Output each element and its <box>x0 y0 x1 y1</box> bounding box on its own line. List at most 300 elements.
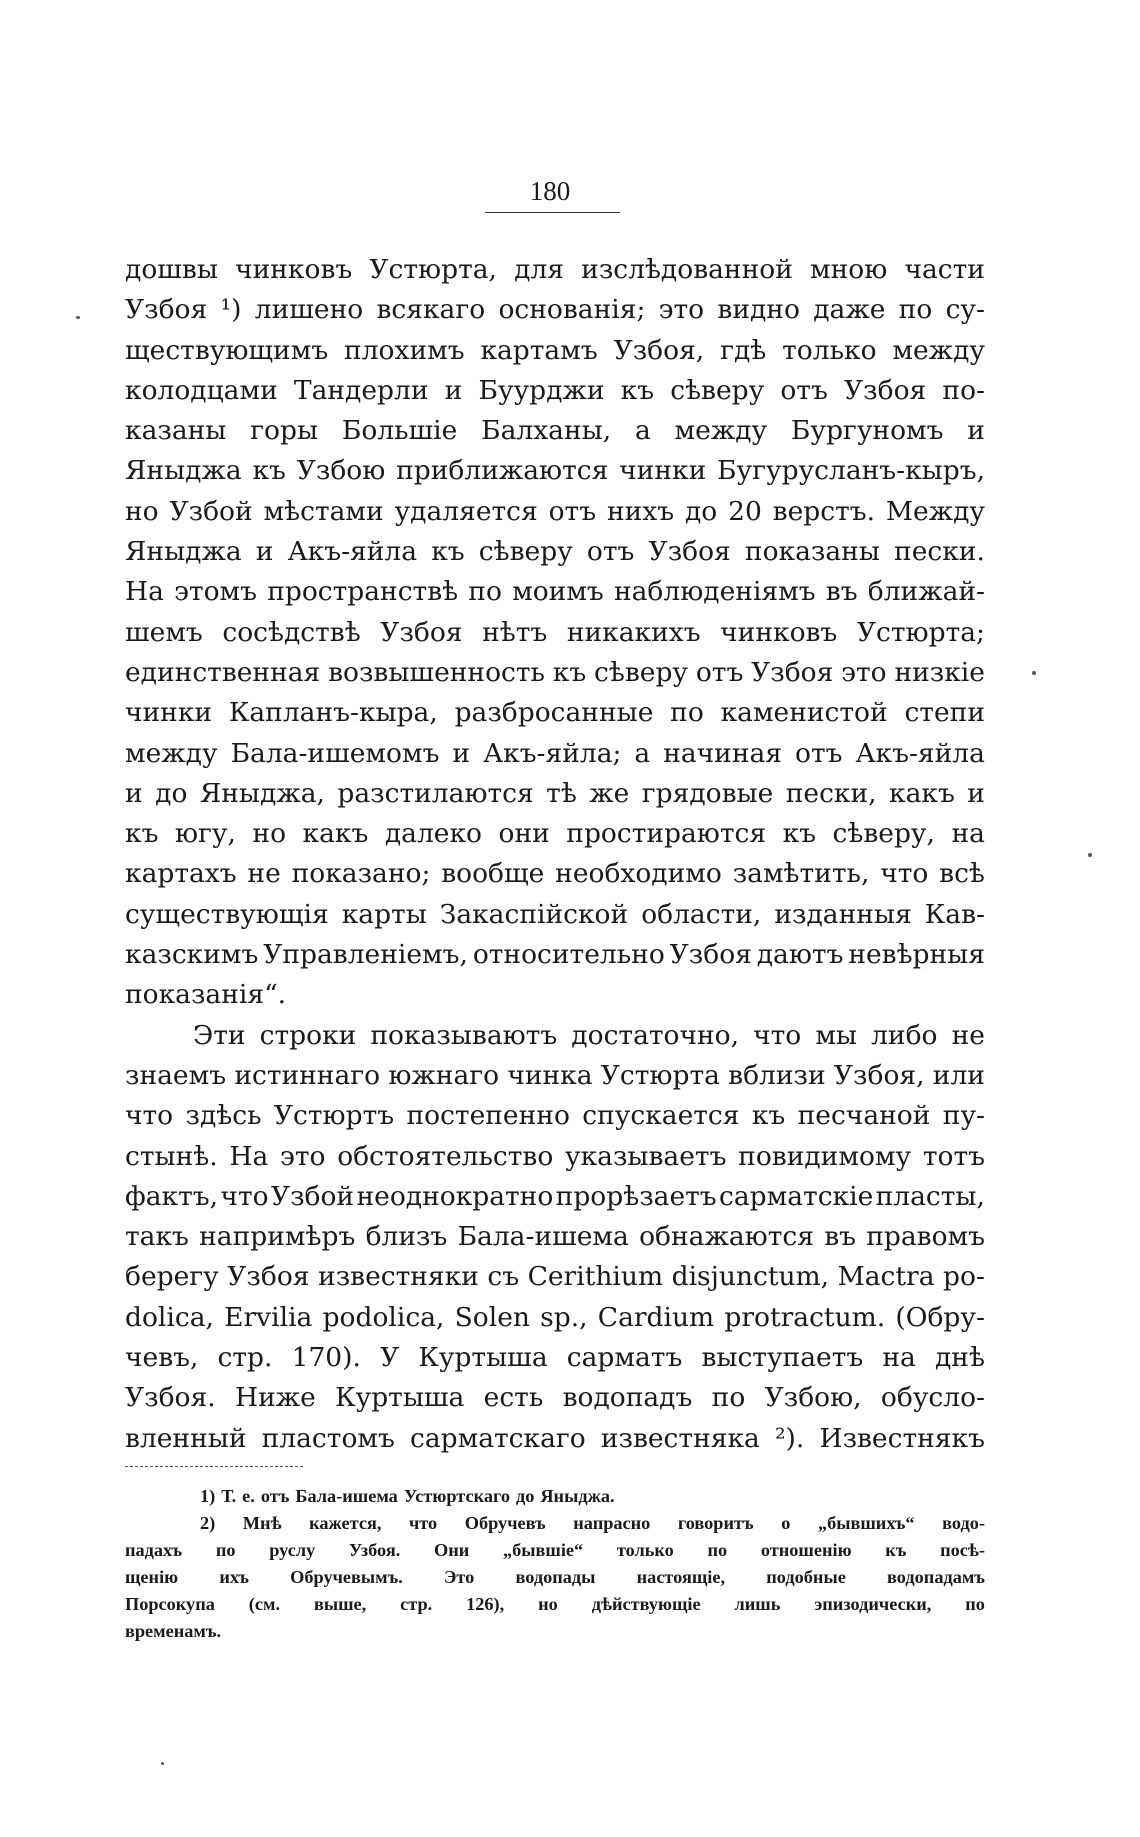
word: обстоятельство <box>337 1140 554 1172</box>
word: Акъ-яйла <box>855 737 985 769</box>
word: чевъ, <box>125 1342 199 1374</box>
word: Ervilia <box>224 1301 313 1333</box>
word: и <box>125 777 143 809</box>
word: по <box>215 1540 236 1560</box>
word: Это <box>444 1567 475 1587</box>
word: и <box>255 536 274 568</box>
word: эпизодически, <box>814 1594 932 1614</box>
word: водопадамъ <box>887 1567 985 1587</box>
word: Управленіемъ, <box>263 939 468 971</box>
scan-speck <box>1032 671 1036 675</box>
word: ществующимъ <box>125 334 329 366</box>
word: какъ <box>889 777 955 809</box>
word: Большіе <box>341 415 458 447</box>
word: говоритъ <box>677 1513 754 1533</box>
word: простираются <box>566 818 767 850</box>
word: Они <box>433 1540 470 1560</box>
word: по <box>468 576 502 608</box>
word: но <box>538 1594 558 1614</box>
word: наблюденіямъ <box>613 576 816 608</box>
word: 2) <box>200 1513 216 1533</box>
word: чинковъ <box>235 254 353 285</box>
word: изслѣдованной <box>581 254 793 285</box>
footnotes <box>125 1483 985 1645</box>
word: даютъ <box>756 939 844 971</box>
word: плохимъ <box>344 334 465 366</box>
word: единственная <box>125 656 321 688</box>
text-line <box>125 371 985 411</box>
word: Узбоя, <box>833 1059 925 1091</box>
word: Устюрта; <box>856 616 985 648</box>
body-text <box>125 250 985 1459</box>
word: разбросанные <box>454 697 654 729</box>
word: видно <box>717 294 800 326</box>
word: низкіе <box>894 656 985 688</box>
word: сѣверу <box>594 656 689 688</box>
word: стр. <box>217 1342 273 1374</box>
word: степи <box>904 697 985 729</box>
word: чинки <box>125 697 213 729</box>
word: къ <box>125 818 159 850</box>
word: напрасно <box>573 1513 651 1533</box>
word: Cerithium <box>527 1261 664 1293</box>
word: картамъ <box>480 334 598 366</box>
word: 20 <box>728 495 762 527</box>
word: берегу <box>125 1261 219 1293</box>
page-number: 180 <box>529 176 571 206</box>
text-line <box>125 1177 985 1217</box>
word: и <box>967 415 985 447</box>
word: Бала-ишема <box>457 1221 629 1253</box>
word: карты <box>341 898 427 930</box>
word: protractum. <box>724 1301 886 1333</box>
word: къ <box>782 818 817 850</box>
word: до <box>155 777 188 809</box>
text-line <box>125 1056 985 1096</box>
word: сѣверу, <box>832 818 935 850</box>
word: по- <box>942 374 985 406</box>
word: казскимъ <box>125 939 259 971</box>
word: съ <box>487 1261 520 1293</box>
word: постепенно <box>406 1100 570 1132</box>
word: между <box>125 737 218 769</box>
word: sp., <box>540 1301 588 1333</box>
word: а <box>634 737 651 769</box>
word: близъ <box>365 1221 448 1253</box>
word: руслу <box>269 1540 316 1560</box>
word: Яныджа, <box>199 777 325 809</box>
word: сарматскіе <box>719 1180 874 1212</box>
word: пластомъ <box>261 1422 395 1454</box>
word: Яныджа. <box>540 1486 615 1506</box>
word: только <box>616 1540 674 1560</box>
word: обусло- <box>880 1382 985 1414</box>
word: между <box>674 415 768 447</box>
text-line <box>125 774 985 814</box>
word: Капланъ-кыра, <box>228 697 438 729</box>
word: Известнякъ <box>819 1422 985 1454</box>
word: показанія“. <box>125 979 287 1011</box>
word: подобные <box>766 1567 846 1587</box>
word: грядовые <box>641 777 774 809</box>
word: до <box>684 495 718 527</box>
word: верстъ. <box>772 495 876 527</box>
word: Узбоя <box>669 939 752 971</box>
word: Устюртъ <box>273 1100 395 1132</box>
text-line <box>125 532 985 572</box>
word: показано; <box>291 858 431 890</box>
word: Устюрта <box>600 1059 720 1091</box>
word: На <box>229 1140 269 1172</box>
word: сѣверу <box>478 536 573 568</box>
text-line <box>125 895 985 935</box>
word: Узбою, <box>764 1382 862 1414</box>
word: сѣверу <box>670 374 765 406</box>
text-line <box>125 653 985 693</box>
word: po- <box>943 1261 985 1293</box>
word: въ <box>825 576 858 608</box>
word: по <box>898 294 933 326</box>
word: между <box>892 334 985 366</box>
word: Узбоя <box>648 536 731 568</box>
footnote-line <box>125 1510 985 1537</box>
word: по <box>670 697 704 729</box>
word: показаны <box>744 536 880 568</box>
word: dolica, <box>125 1301 214 1333</box>
word: Узбоя, <box>613 334 705 366</box>
word: далеко <box>384 818 482 850</box>
word: даже <box>813 294 886 326</box>
word: пески. <box>894 536 985 568</box>
word: приближаются <box>396 455 609 487</box>
text-line <box>125 1378 985 1418</box>
word: и <box>967 777 985 809</box>
word: стр. <box>400 1594 433 1614</box>
word: Узбоя <box>751 656 834 688</box>
word: мы <box>815 1019 858 1051</box>
word: указываетъ <box>565 1140 727 1172</box>
scan-speck <box>76 316 80 319</box>
word: е. <box>242 1486 255 1506</box>
word: падахъ <box>125 1540 183 1560</box>
word: изданныя <box>774 898 912 930</box>
word: югу, <box>174 818 236 850</box>
word: это <box>658 294 705 326</box>
word: что <box>753 1019 802 1051</box>
word: замѣтить, <box>732 858 870 890</box>
word: disjunctum, <box>671 1261 830 1293</box>
word: достаточно, <box>571 1019 740 1051</box>
word: днѣ <box>934 1342 985 1374</box>
text-line <box>125 331 985 371</box>
word: (см. <box>248 1594 281 1614</box>
word: чинка <box>507 1059 593 1091</box>
word: нѣтъ <box>482 616 548 648</box>
word: отъ <box>795 737 843 769</box>
word: обнажаются <box>639 1221 814 1253</box>
word: здѣсь <box>185 1100 262 1132</box>
word: тотъ <box>922 1140 985 1172</box>
word: къ <box>252 455 286 487</box>
word: каменистой <box>720 697 888 729</box>
text-line <box>125 411 985 451</box>
word: Акъ-яйла; <box>483 737 622 769</box>
word: необходимо <box>555 858 722 890</box>
word: кажется, <box>309 1513 382 1533</box>
word: сосѣдствѣ <box>222 616 361 648</box>
text-line <box>125 290 985 330</box>
word: пу- <box>942 1100 985 1132</box>
text-line <box>125 1137 985 1177</box>
word: Куртыша <box>418 1342 548 1374</box>
word: выступаетъ <box>701 1342 864 1374</box>
word: или <box>932 1059 985 1091</box>
word: на <box>882 1342 916 1374</box>
word: только <box>782 334 877 366</box>
word: отъ <box>780 374 828 406</box>
word: временамъ. <box>125 1621 222 1641</box>
word: У <box>380 1342 400 1374</box>
word: начиная <box>663 737 783 769</box>
scan-speck <box>1088 853 1092 857</box>
word: области, <box>641 898 762 930</box>
word: гдѣ <box>720 334 767 366</box>
word: прорѣзаетъ <box>555 1180 717 1212</box>
word: разстилаются <box>337 777 534 809</box>
word: водопадъ <box>562 1382 693 1414</box>
word: Устюрта, <box>369 254 497 285</box>
text-line <box>125 492 985 532</box>
word: и <box>452 737 471 769</box>
word: лишено <box>254 294 364 326</box>
word: но <box>125 495 159 527</box>
word: Бугурусланъ-кыръ, <box>717 455 985 487</box>
word: известняка <box>600 1422 760 1454</box>
word: что <box>220 1180 269 1212</box>
word: водопады <box>515 1567 596 1587</box>
word: относительно <box>472 939 665 971</box>
word: пласты, <box>875 1180 985 1212</box>
word: ихъ <box>219 1567 249 1587</box>
word: Узбою <box>296 455 386 487</box>
word: посѣ- <box>940 1540 985 1560</box>
text-line <box>125 1016 985 1056</box>
word: шемъ <box>125 616 203 648</box>
word: пески, <box>785 777 877 809</box>
word: Solen <box>454 1301 530 1333</box>
word: къ <box>431 536 465 568</box>
word: На <box>125 576 164 608</box>
word: известняки <box>318 1261 479 1293</box>
word: есть <box>483 1382 544 1414</box>
word: Эти <box>193 1019 246 1051</box>
footnote-line <box>125 1564 985 1591</box>
footnote-line <box>125 1591 985 1618</box>
page-number-rule <box>485 212 620 213</box>
word: Тандерли <box>293 374 429 406</box>
word: моимъ <box>512 576 604 608</box>
word: о <box>781 1513 791 1533</box>
word: Mactra <box>837 1261 935 1293</box>
word: настоящіе, <box>636 1567 726 1587</box>
word: это <box>841 656 887 688</box>
footnote-line <box>125 1618 985 1645</box>
word: что <box>125 1100 174 1132</box>
text-line <box>125 1298 985 1338</box>
word: Яныджа <box>125 536 242 568</box>
word: Куртыша <box>335 1382 465 1414</box>
word: либо <box>871 1019 938 1051</box>
word: Узбой <box>169 495 253 527</box>
word: строки <box>259 1019 357 1051</box>
word: пространствѣ <box>267 576 459 608</box>
word: неоднократно <box>356 1180 554 1212</box>
text-line <box>125 1096 985 1136</box>
word: какъ <box>302 818 369 850</box>
word: но <box>252 818 287 850</box>
word: въ <box>824 1221 856 1253</box>
word: спускается <box>582 1100 740 1132</box>
word: чинки <box>619 455 707 487</box>
word: Узбоя <box>125 294 208 326</box>
word: никакихъ <box>566 616 701 648</box>
word: Узбоя <box>227 1261 310 1293</box>
text-line <box>125 451 985 491</box>
word: къ <box>751 1100 786 1132</box>
word: водо- <box>942 1513 985 1533</box>
word: возвышенность <box>328 656 545 688</box>
word: 126), <box>466 1594 505 1614</box>
word: „бывшихъ“ <box>817 1513 915 1533</box>
word: Балханы, <box>481 415 612 447</box>
word: Cardium <box>597 1301 715 1333</box>
word: ²). <box>774 1422 805 1454</box>
word: Обручевъ <box>464 1513 546 1533</box>
word: Буурджи <box>478 374 605 406</box>
scan-speck <box>161 1762 164 1765</box>
text-line <box>125 1217 985 1257</box>
word: Узбоя. <box>348 1540 401 1560</box>
word: песчаной <box>797 1100 931 1132</box>
word: ¹) <box>220 294 242 326</box>
word: по <box>711 1382 746 1414</box>
word: истиннаго <box>234 1059 381 1091</box>
word: удаляется <box>394 495 538 527</box>
word: не <box>247 858 281 890</box>
word: Яныджа <box>125 455 242 487</box>
word: основанія; <box>498 294 646 326</box>
word: Обручевымъ. <box>290 1567 403 1587</box>
word: такъ <box>125 1221 189 1253</box>
word: дѣйствующіе <box>591 1594 701 1614</box>
word: тѣ <box>546 777 577 809</box>
word: стынѣ. <box>125 1140 218 1172</box>
word: Акъ-яйла <box>287 536 418 568</box>
word: отъ <box>548 495 597 527</box>
word: дошвы <box>125 254 218 285</box>
word: всѣ <box>939 858 985 890</box>
word: Бала-ишемомъ <box>230 737 440 769</box>
word: 1) <box>200 1486 216 1506</box>
word: Бала-ишема <box>295 1486 398 1506</box>
word: къ <box>552 656 587 688</box>
footnote-line <box>125 1537 985 1564</box>
word: Бургуномъ <box>790 415 944 447</box>
word: Узбоя. <box>125 1382 216 1414</box>
word: (Обру- <box>895 1301 985 1333</box>
word: podolica, <box>322 1301 445 1333</box>
word: нихъ <box>606 495 675 527</box>
word: а <box>634 415 651 447</box>
word: по <box>965 1594 985 1614</box>
word: колодцами <box>125 374 278 406</box>
text-line <box>125 693 985 733</box>
word: отъ <box>586 536 635 568</box>
word: казаны <box>125 415 227 447</box>
word: же <box>589 777 630 809</box>
text-line <box>125 935 985 975</box>
word: къ <box>885 1540 907 1560</box>
word: это <box>280 1140 326 1172</box>
text-line <box>125 572 985 612</box>
word: отношенію <box>760 1540 852 1560</box>
word: су- <box>945 294 985 326</box>
text-line <box>125 975 985 1015</box>
word: Узбой <box>270 1180 355 1212</box>
word: невѣрныя <box>848 939 985 971</box>
word: этомъ <box>174 576 258 608</box>
word: горы <box>250 415 319 447</box>
word: 170). <box>291 1342 361 1374</box>
word: Т. <box>221 1486 237 1506</box>
word: и <box>444 374 463 406</box>
word: Устюртскаго <box>403 1486 510 1506</box>
footnote-separator <box>125 1466 303 1467</box>
text-line <box>125 854 985 894</box>
word: Мнѣ <box>242 1513 282 1533</box>
text-line <box>125 1419 985 1459</box>
word: сарматъ <box>566 1342 683 1374</box>
word: чинковъ <box>720 616 838 648</box>
word: Кав- <box>924 898 985 930</box>
word: Закаспійской <box>439 898 629 930</box>
word: щенію <box>125 1567 179 1587</box>
word: отъ <box>260 1486 290 1506</box>
word: до <box>515 1486 535 1506</box>
text-line <box>125 814 985 854</box>
word: мѣстами <box>263 495 384 527</box>
word: лишь <box>734 1594 781 1614</box>
text-line <box>125 1338 985 1378</box>
word: сарматскаго <box>410 1422 586 1454</box>
word: вленный <box>125 1422 247 1454</box>
word: что <box>409 1513 438 1533</box>
word: вообще <box>441 858 545 890</box>
word: всякаго <box>376 294 486 326</box>
word: вблизи <box>728 1059 826 1091</box>
word: показываютъ <box>370 1019 558 1051</box>
word: знаемъ <box>125 1059 227 1091</box>
word: для <box>514 254 564 285</box>
word: по <box>707 1540 728 1560</box>
word: Между <box>885 495 985 527</box>
word: къ <box>620 374 655 406</box>
word: повидимому <box>738 1140 912 1172</box>
word: картахъ <box>125 858 237 890</box>
word: Узбоя <box>844 374 927 406</box>
text-line <box>125 1257 985 1297</box>
word: Порсокупа <box>125 1594 215 1614</box>
